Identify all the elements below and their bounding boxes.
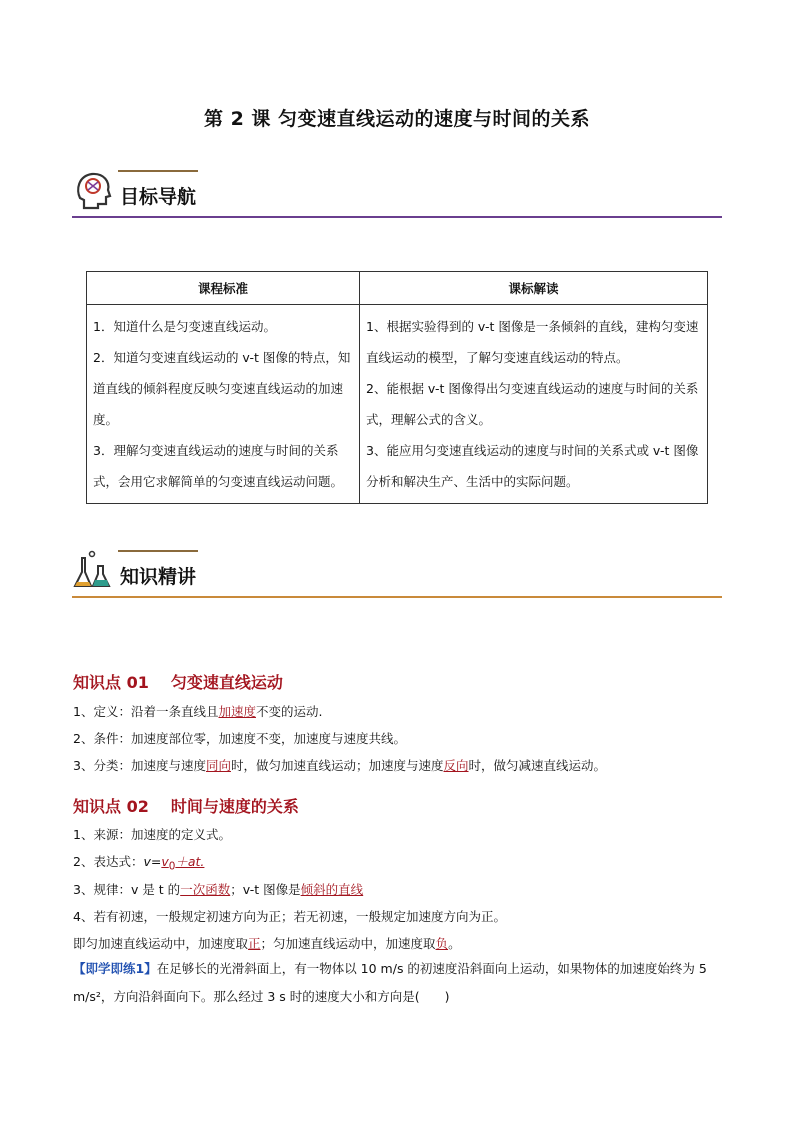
kp1-condition: 2、条件：加速度部位零，加速度不变，加速度与速度共线。 [73, 731, 406, 746]
key-term: 加速度 [218, 704, 256, 719]
section-title: 目标导航 [120, 186, 197, 208]
formula-rest: ＋at. [175, 854, 205, 869]
text: 3、规律：v 是 t 的 [73, 882, 181, 897]
page-title: 第 2 课 匀变速直线运动的速度与时间的关系 [203, 108, 591, 130]
section-deco-bar [118, 550, 198, 552]
text: 时，做匀加速直线运动；加速度与速度 [230, 758, 444, 773]
kp1-heading [73, 670, 283, 693]
section-deco-bar [118, 170, 198, 172]
practice-tag: 【即学即练1】 [73, 961, 157, 976]
key-term: 负 [435, 936, 449, 951]
table-cell-standards [87, 305, 360, 504]
kp1-number: 知识点 01 [73, 673, 149, 692]
table-header: 课标解读 [360, 272, 708, 305]
brain-head-icon [72, 168, 116, 212]
section-underline [72, 596, 722, 598]
text: 。 [448, 936, 461, 951]
list-item: 2、能根据 v-t 图像得出匀变速直线运动的速度与时间的关系式，理解公式的含义。 [366, 381, 699, 427]
list-item: 1．知道什么是匀变速直线运动。 [93, 319, 276, 334]
list-item: 3、能应用匀变速直线运动的速度与时间的关系式或 v-t 图像分析和解决生产、生活中的实际问题。 [366, 443, 699, 489]
kp2-source: 1、来源：加速度的定义式。 [73, 827, 231, 842]
kp2-sign2 [73, 934, 461, 952]
flask-icon [72, 548, 116, 592]
key-term: 倾斜的直线 [300, 882, 364, 897]
formula-var: v [161, 854, 169, 869]
table-cell-interpretation [360, 305, 708, 504]
section-title: 知识精讲 [120, 566, 197, 588]
table-row [87, 305, 708, 504]
formula-var: v [143, 854, 151, 869]
practice-block [73, 955, 723, 1011]
key-term: 正 [248, 936, 261, 951]
key-term: 同向 [205, 758, 231, 773]
kp1-name: 匀变速直线运动 [170, 673, 283, 692]
kp2-expression [73, 852, 204, 873]
kp2-heading [73, 794, 299, 817]
list-item: 2．知道匀变速直线运动的 v-t 图像的特点，知道直线的倾斜程度反映匀变速直线运动的加速度。 [93, 350, 351, 427]
text: = [150, 854, 162, 869]
text: ；v-t 图像是 [230, 882, 301, 897]
key-term: 反向 [443, 758, 469, 773]
section-underline [72, 216, 722, 218]
list-item: 1、根据实验得到的 v-t 图像是一条倾斜的直线，建构匀变速直线运动的模型，了解匀变速直线运动的特点。 [366, 319, 699, 365]
practice-text: 在足够长的光滑斜面上，有一物体以 10 m/s 的初速度沿斜面向上运动，如果物体的加速度始终为 5 m/s²，方向沿斜面向下。那么经过 3 s 时的速度大小和方向是( ) [73, 961, 707, 1004]
list-item: 3．理解匀变速直线运动的速度与时间的关系式，会用它求解简单的匀变速直线运动问题。 [93, 443, 344, 489]
kp2-number: 知识点 02 [73, 797, 149, 816]
text: 时，做匀减速直线运动。 [468, 758, 607, 773]
text: 2、表达式： [73, 854, 144, 869]
key-term: 一次函数 [180, 882, 231, 897]
section-knowledge-header [72, 548, 722, 598]
kp2-rule [73, 880, 363, 898]
table-header-row [87, 272, 708, 305]
kp1-definition [73, 702, 322, 720]
kp2-name: 时间与速度的关系 [170, 797, 299, 816]
section-goals-header [72, 168, 722, 218]
text: 1、定义：沿着一条直线且 [73, 704, 219, 719]
formula-key [161, 854, 205, 873]
text: ；匀加速直线运动中，加速度取 [260, 936, 436, 951]
text: 即匀加速直线运动中，加速度取 [73, 936, 249, 951]
standards-table [86, 271, 708, 504]
text: 3、分类：加速度与速度 [73, 758, 206, 773]
table-header: 课程标准 [87, 272, 360, 305]
text: 不变的运动. [255, 704, 323, 719]
kp2-sign: 4、若有初速，一般规定初速方向为正；若无初速，一般规定加速度方向为正。 [73, 909, 506, 924]
kp1-classification [73, 756, 606, 774]
formula-sub: 0 [168, 860, 176, 873]
